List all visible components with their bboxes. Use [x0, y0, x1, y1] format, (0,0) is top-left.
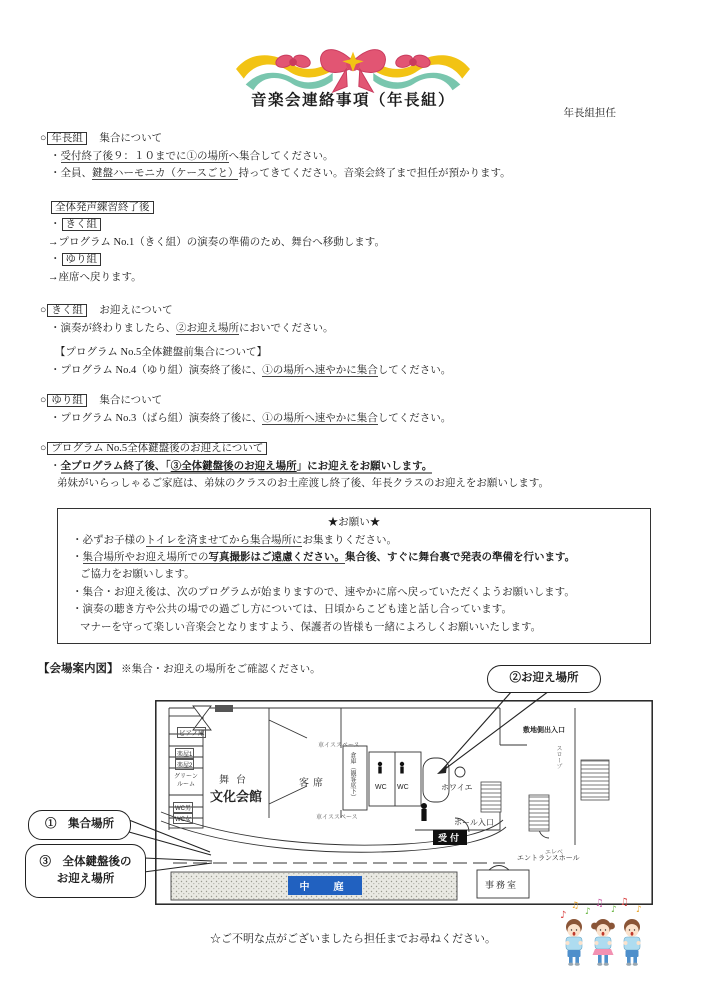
map-label-courtyard: 中 庭 [288, 876, 362, 895]
text-run: 集合について [88, 395, 163, 406]
text-run: においでください。 [239, 322, 334, 334]
text-run: 全プログラム終了後、「 [60, 460, 171, 472]
text-run: 集合について [88, 133, 163, 144]
text-run: ・集合・お迎え後は、次のプログラムが始まりますので、速やかに席へ戻っていただくようお願いします。 [72, 586, 575, 598]
map-label-piano-storage: ピアノ庫 [177, 727, 206, 738]
text-run: ・ [50, 254, 61, 265]
map-label-site-exit: 敷地側出入口 [523, 727, 565, 734]
spacer [40, 183, 670, 199]
map-label-reception: 受付 [433, 830, 467, 845]
text-line [55, 344, 670, 362]
text-run: ・全員、 [50, 168, 92, 179]
text-line [80, 566, 638, 583]
text-run: ご協力をお願いします。 [80, 569, 195, 581]
map-label-wc2: WC [397, 784, 409, 791]
venue-map [155, 700, 653, 905]
text-line [40, 440, 670, 458]
map-label-storage-under: 倉庫（観客席下） [349, 752, 355, 800]
text-run: 受付終了後９：１０までに①の場所 [60, 150, 229, 162]
map-label-dressing1: 楽屋1 [175, 748, 194, 759]
text-run: ・演奏が終わりましたら、 [50, 322, 176, 334]
boxed-label: プログラム No.5全体鍵盤後のお迎えについて [47, 442, 267, 455]
map-label-stage: 舞台 [219, 775, 253, 786]
callout-1-label: ① 集合場所 [45, 818, 114, 831]
text-run: ○ [40, 395, 47, 406]
spacer [40, 286, 670, 302]
text-line [50, 251, 670, 269]
text-run: 」にお迎えをお願いします。 [296, 460, 433, 472]
children-clipart [556, 896, 654, 975]
text-run: ・プログラム No.3（ばら組）演奏終了後に、 [50, 412, 263, 424]
map-label-wc-male: WC男 [173, 802, 193, 813]
spacer [40, 379, 670, 392]
text-run: ・ [50, 150, 61, 162]
text-run: 鍵盤ハーモニカ（ケースごと） [92, 168, 239, 179]
text-run: ①の場所へ速やかに集合 [262, 412, 378, 424]
callout-bubble-3 [25, 844, 146, 898]
text-run: →座席へ戻ります。 [48, 271, 142, 283]
svg-text:♫: ♫ [595, 898, 604, 909]
figure-heading-label: 【会場案内図】 [38, 663, 119, 675]
map-label-entrance-hall: エントランスホール [517, 855, 580, 862]
text-run: 【プログラム No.5全体鍵盤前集合について】 [55, 347, 268, 358]
text-run: ③全体鍵盤後のお迎え場所 [170, 460, 297, 472]
boxed-label: きく組 [47, 304, 87, 317]
text-run: ○ [40, 133, 47, 144]
figure-heading-note: ※集合・お迎えの場所をご確認ください。 [121, 664, 321, 675]
text-run: ・必ずお子様の [72, 534, 146, 546]
text-run: お迎えについて [88, 305, 173, 316]
text-run: 集合後、すぐに舞台裏で発表の準備を行います。 [345, 551, 576, 563]
text-line [50, 320, 670, 338]
svg-text:♪: ♪ [611, 905, 617, 915]
text-run: ②お迎え場所 [176, 322, 239, 334]
callout-bubble-1 [28, 810, 131, 840]
svg-text:♫: ♫ [571, 901, 580, 911]
text-run: 写真撮影はご遠慮ください。 [208, 551, 345, 563]
map-label-foyer: ホワイエ [441, 783, 473, 792]
map-label-hall-entrance: ホール入口 [454, 818, 494, 827]
text-run: マナーを守って楽しい音楽会となりますよう、保護者の皆様も一緒によろしくお願いいたします。 [80, 621, 542, 633]
boxed-label: きく組 [62, 218, 102, 231]
map-label-wc1: WC [375, 784, 387, 791]
text-run: してください。 [377, 364, 452, 376]
text-line [50, 165, 670, 183]
text-line [40, 130, 670, 148]
text-run: ・演奏の聴き方や公共の場での過ごし方については、日頃からこども達と話し合っています。 [72, 604, 512, 616]
notice-lines [70, 532, 638, 636]
notice-title: ★お願い★ [327, 517, 381, 528]
text-run: してください。 [377, 412, 452, 424]
text-line [72, 584, 638, 601]
text-run: ・ [72, 551, 83, 563]
text-line [72, 549, 638, 566]
text-line [40, 302, 670, 320]
boxed-label: 全体発声練習終了後 [51, 201, 154, 214]
map-label-green-room: グリーンルーム [174, 774, 198, 788]
map-label-hall-name: 文化会館 [210, 789, 263, 804]
text-run: →プログラム No.1（きく組）の演奏の準備のため、舞台へ移動します。 [48, 236, 385, 248]
text-line [50, 362, 670, 380]
svg-text:♪: ♪ [636, 905, 642, 915]
text-run: へ集合してください。 [228, 150, 334, 162]
footer-note: ☆ご不明な点がございましたら担任までお尋ねください。 [210, 933, 496, 945]
singing-children-icon [556, 896, 654, 970]
text-line [72, 601, 638, 618]
map-label-wheelchair2: 車イススペース [316, 815, 358, 821]
text-run: ・ [50, 460, 61, 472]
text-run: ①の場所へ速やかに集合 [262, 364, 378, 376]
text-line [48, 234, 670, 252]
map-label-wc-female: WC女 [173, 813, 193, 824]
notice-box [57, 508, 651, 644]
text-line [72, 532, 638, 549]
text-run: トイレを済ませてから集合場所に [145, 534, 303, 546]
map-label-elevator: エレベ [545, 850, 564, 856]
text-run: お集まりください。 [302, 534, 397, 546]
map-label-dressing2: 楽屋2 [175, 759, 194, 770]
text-line [50, 410, 670, 428]
map-label-wheelchair1: 車イススペース [318, 743, 360, 749]
page-title: 音楽会連絡事項（年長組） [250, 92, 455, 109]
text-run: 弟妹がいらっしゃるご家庭は、弟妹のクラスのお土産渡し終了後、年長クラスのお迎えをお願いします。 [57, 478, 550, 489]
callout-bubble-2 [487, 665, 601, 693]
text-run: ○ [40, 443, 47, 454]
text-run: ・ [50, 219, 61, 230]
venue-figure [0, 655, 706, 910]
svg-text:♪: ♪ [585, 907, 591, 917]
body-text [40, 130, 670, 493]
text-run: ○ [40, 305, 47, 316]
svg-text:♪: ♪ [560, 910, 567, 921]
callout-3-line1: ③ 全体鍵盤後の [39, 855, 132, 868]
map-label-office: 事務室 [485, 880, 519, 890]
boxed-label: ゆり組 [47, 394, 87, 407]
callout-3-line2: お迎え場所 [56, 873, 115, 885]
text-line [50, 199, 670, 217]
text-line [57, 475, 670, 493]
map-label-seats: 客席 [299, 778, 327, 789]
boxed-label: ゆり組 [62, 253, 102, 266]
figure-heading [38, 660, 321, 676]
spacer [40, 427, 670, 440]
text-run: ・プログラム No.4（ゆり組）演奏終了後に、 [50, 364, 263, 376]
text-run: 集合場所やお迎え場所での [82, 551, 209, 563]
callout-2-label: ②お迎え場所 [509, 672, 579, 685]
text-run: 持ってきてください。音楽会終了まで担任が預かります。 [238, 168, 511, 179]
spacer [40, 337, 670, 344]
text-line [50, 148, 670, 166]
text-line [80, 619, 638, 636]
text-line [50, 216, 670, 234]
map-label-slope: スロープ [555, 745, 561, 769]
boxed-label: 年長組 [47, 132, 87, 145]
svg-text:♫: ♫ [620, 897, 629, 908]
author-line: 年長組担任 [563, 108, 616, 119]
text-line [50, 458, 670, 476]
text-line [40, 392, 670, 410]
text-line [48, 269, 670, 287]
